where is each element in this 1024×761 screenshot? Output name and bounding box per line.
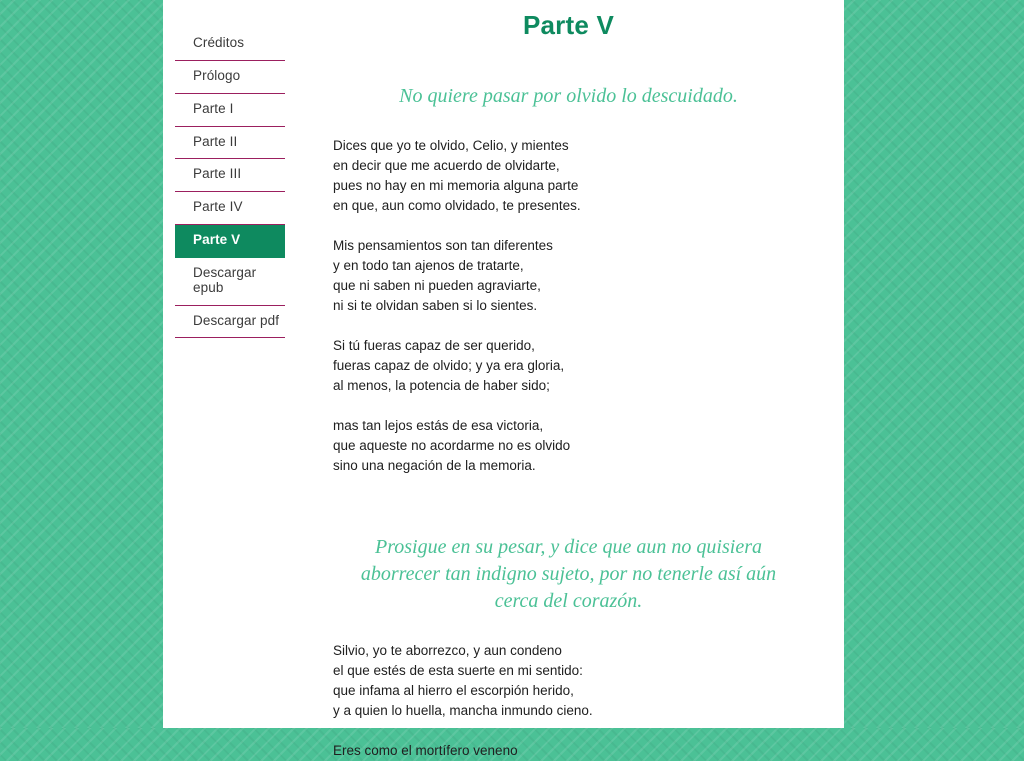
poem-line: que aqueste no acordarme no es olvido (333, 438, 571, 453)
poem-stanza (333, 416, 844, 476)
poem-line: Mis pensamientos son tan diferentes (333, 238, 553, 253)
poem-stanza (333, 236, 844, 316)
sidebar-item-parte-3[interactable]: Parte III (175, 159, 285, 192)
sidebar-nav (175, 28, 285, 338)
poem-line: ni si te olvidan saben si lo sientes. (333, 298, 538, 313)
poem-title-1: No quiere pasar por olvido lo descuidado. (399, 85, 738, 107)
sidebar-item-parte-4[interactable]: Parte IV (175, 192, 285, 225)
poem-line: y a quien lo huella, mancha inmundo cieno. (333, 703, 593, 718)
poem-line: en que, aun como olvidado, te presentes. (333, 198, 581, 213)
poem-line: en decir que me acuerdo de olvidarte, (333, 158, 560, 173)
sidebar-item-creditos[interactable]: Créditos (175, 28, 285, 61)
poem-line: pues no hay en mi memoria alguna parte (333, 178, 579, 193)
sidebar-item-parte-5[interactable]: Parte V (175, 225, 285, 258)
sidebar-item-parte-1[interactable]: Parte I (175, 94, 285, 127)
poem-stanza (333, 136, 844, 216)
content-area (293, 0, 844, 758)
poem-line: que ni saben ni pueden agraviarte, (333, 278, 541, 293)
poem-line: Eres como el mortífero veneno (333, 743, 518, 758)
poem-line: fueras capaz de olvido; y ya era gloria, (333, 358, 565, 373)
poem-stanza (333, 641, 844, 721)
poem-line: que infama al hierro el escorpión herido, (333, 683, 574, 698)
sidebar-item-prologo[interactable]: Prólogo (175, 61, 285, 94)
poem-stanza (333, 741, 844, 761)
poem-title-2: Prosigue en su pesar, y dice que aun no quisiera aborrecer tan indigno sujeto, por no tenerle así aún cerca del corazón. (360, 536, 777, 612)
sidebar-item-descargar-pdf[interactable]: Descargar pdf (175, 306, 285, 339)
sidebar-item-descargar-epub[interactable]: Descargar epub (175, 258, 285, 306)
poem-line: y en todo tan ajenos de tratarte, (333, 258, 524, 273)
poem-line: Silvio, yo te aborrezco, y aun condeno (333, 643, 562, 658)
sidebar-item-parte-2[interactable]: Parte II (175, 127, 285, 160)
poem-stanza (333, 336, 844, 396)
poem-line: al menos, la potencia de haber sido; (333, 378, 550, 393)
poem-line: Si tú fueras capaz de ser querido, (333, 338, 535, 353)
poem-line: Dices que yo te olvido, Celio, y mientes (333, 138, 569, 153)
poem-line: sino una negación de la memoria. (333, 458, 536, 473)
page-title: Parte V (522, 10, 614, 40)
poem-line: el que estés de esta suerte en mi sentido: (333, 663, 583, 678)
document-page (163, 0, 844, 758)
poem-line: mas tan lejos estás de esa victoria, (333, 418, 544, 433)
